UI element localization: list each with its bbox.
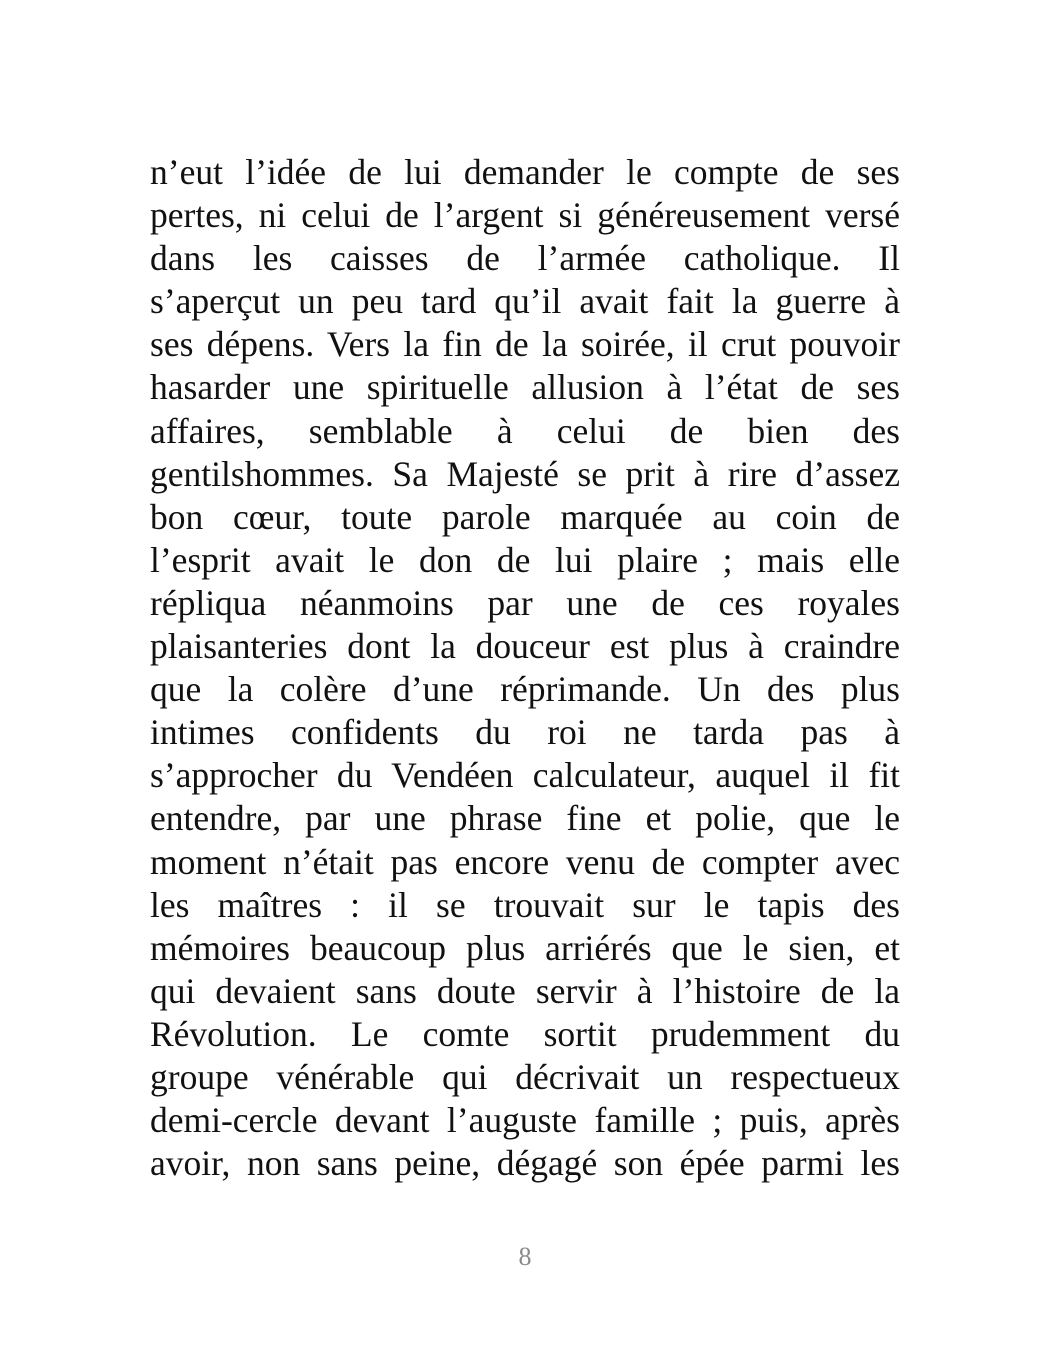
text-line: affaires, semblable à celui de bien des [150, 410, 900, 451]
text-line: les maîtres : il se trouvait sur le tapis des [150, 884, 900, 925]
text-line: pertes, ni celui de l’argent si généreusement versé [150, 195, 900, 236]
text-line: que la colère d’une réprimande. Un des plus [150, 669, 900, 710]
text-line: s’approcher du Vendéen calculateur, auquel il fit [150, 755, 900, 796]
text-line: mémoires beaucoup plus arriérés que le sien, et [150, 927, 900, 968]
text-line: bon cœur, toute parole marquée au coin de [150, 496, 900, 537]
text-line: hasarder une spirituelle allusion à l’état de ses [150, 367, 900, 408]
text-line: n’eut l’idée de lui demander le compte de ses [150, 152, 900, 192]
text-line: dans les caisses de l’armée catholique. Il [150, 238, 900, 279]
text-line: ses dépens. Vers la fin de la soirée, il crut pouvoir [150, 324, 900, 365]
text-line: qui devaient sans doute servir à l’histoire de la [150, 970, 900, 1011]
text-line: entendre, par une phrase fine et polie, que le [150, 798, 900, 839]
text-line: intimes confidents du roi ne tarda pas à [150, 712, 900, 753]
text-line: demi-cercle devant l’auguste famille ; puis, après [150, 1100, 900, 1141]
body-text [150, 151, 900, 1185]
page-number: 8 [518, 1242, 532, 1271]
text-line: s’aperçut un peu tard qu’il avait fait la guerre à [150, 281, 900, 322]
text-line: avoir, non sans peine, dégagé son épée parmi les [150, 1143, 900, 1184]
text-line: répliqua néanmoins par une de ces royales [150, 582, 900, 623]
text-line: l’esprit avait le don de lui plaire ; mais elle [150, 539, 900, 580]
text-line: Révolution. Le comte sortit prudemment du [150, 1013, 900, 1054]
text-line: gentilshommes. Sa Majesté se prit à rire d’assez [150, 453, 900, 494]
text-line: moment n’était pas encore venu de compter avec [150, 841, 900, 882]
text-line: groupe vénérable qui décrivait un respectueux [150, 1056, 900, 1097]
text-line: plaisanteries dont la douceur est plus à craindre [150, 626, 900, 667]
